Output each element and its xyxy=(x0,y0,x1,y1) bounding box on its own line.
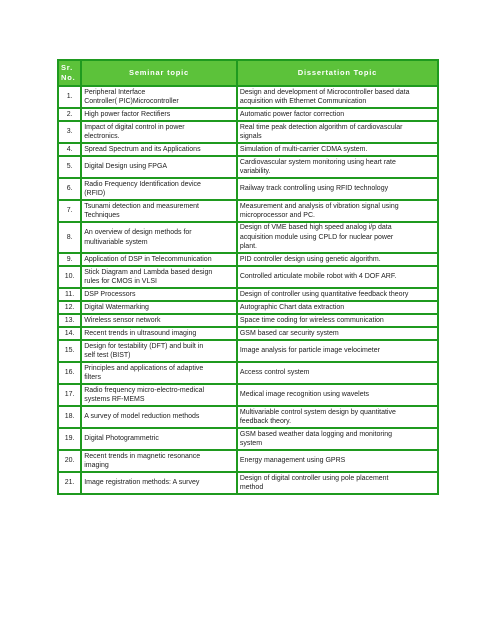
cell-text-line: rules for CMOS in VLSI xyxy=(84,278,157,285)
cell-text-line: Design of VME based high speed analog i/p data xyxy=(239,224,392,232)
cell-text-line: Recent trends in magnetic resonance xyxy=(84,452,201,460)
cell-sr-no: 2. xyxy=(59,109,80,120)
cell-text-line: PID controller design using genetic algorithm. xyxy=(239,255,381,263)
cell-seminar-topic xyxy=(82,144,236,155)
cell-dissertation-topic xyxy=(238,144,437,155)
topics-sheet xyxy=(57,59,439,495)
cell-dissertation-topic xyxy=(238,328,437,339)
cell-sr-no: 13. xyxy=(59,315,80,326)
cell-text-line: systems RF-MEMS xyxy=(84,396,145,403)
cell-text-line: Peripheral Interface xyxy=(84,88,146,96)
table-row xyxy=(59,429,437,449)
table-row xyxy=(59,328,437,339)
cell-sr-no: 5. xyxy=(59,157,80,177)
cell-dissertation-topic xyxy=(238,122,437,142)
cell-sr-no: 15. xyxy=(59,341,80,361)
cell-seminar-topic xyxy=(82,341,236,361)
cell-text-line: self test (BIST) xyxy=(84,352,131,359)
cell-text-line: microprocessor and PC. xyxy=(239,212,315,219)
cell-text-line: Image registration methods: A survey xyxy=(84,479,200,487)
table-row xyxy=(59,267,437,287)
cell-text-line: system xyxy=(239,440,263,447)
cell-text-line: High power factor Rectifiers xyxy=(84,110,171,118)
table-row xyxy=(59,341,437,361)
cell-sr-no: 1. xyxy=(59,87,80,107)
cell-dissertation-topic xyxy=(238,179,437,199)
table-row xyxy=(59,473,437,493)
topics-table xyxy=(57,59,439,495)
cell-text-line: Design of digital controller using pole placement xyxy=(239,474,389,482)
cell-text-line: An overview of design methods for xyxy=(84,229,192,236)
cell-text-line: Controlled articulate mobile robot with 4 DOF ARF. xyxy=(239,273,397,281)
cell-seminar-topic xyxy=(82,254,236,265)
cell-sr-no: 16. xyxy=(59,363,80,383)
cell-dissertation-topic xyxy=(238,289,437,300)
cell-text-line: Railway track controlling using RFID technology xyxy=(239,185,389,193)
cell-sr-no: 10. xyxy=(59,267,80,287)
cell-seminar-topic xyxy=(82,267,236,287)
cell-seminar-topic xyxy=(82,407,236,427)
cell-text-line: Design and development of Microcontroller based data xyxy=(239,88,410,96)
cell-dissertation-topic xyxy=(238,429,437,449)
table-row xyxy=(59,385,437,405)
cell-seminar-topic xyxy=(82,429,236,449)
table-row xyxy=(59,179,437,199)
cell-text-line: Tsunami detection and measurement xyxy=(84,202,200,210)
cell-dissertation-topic xyxy=(238,363,437,383)
cell-dissertation-topic xyxy=(238,385,437,405)
cell-text-line: Design of controller using quantitative feedback theory xyxy=(239,290,409,298)
cell-text-line: Energy management using GPRS xyxy=(239,457,346,465)
table-header xyxy=(59,61,437,85)
cell-sr-no: 4. xyxy=(59,144,80,155)
cell-text-line: Principles and applications of adaptive xyxy=(84,364,204,372)
table-row xyxy=(59,157,437,177)
cell-text-line: GSM based weather data logging and monitoring xyxy=(239,430,393,438)
cell-seminar-topic xyxy=(82,451,236,471)
cell-text-line: Spread Spectrum and its Applications xyxy=(84,145,201,153)
cell-text-line: imaging xyxy=(84,462,109,469)
cell-text-line: multivariable system xyxy=(84,238,148,246)
cell-sr-no: 9. xyxy=(59,254,80,265)
cell-dissertation-topic xyxy=(238,254,437,265)
header-row xyxy=(59,61,437,85)
cell-sr-no: 8. xyxy=(59,223,80,252)
table-body xyxy=(59,87,437,493)
cell-text-line: Automatic power factor correction xyxy=(239,110,345,118)
cell-text-line: GSM based car security system xyxy=(239,329,339,337)
cell-dissertation-topic xyxy=(238,407,437,427)
cell-text-line: acquisition module using CPLD for nuclear power xyxy=(239,233,394,241)
table-row xyxy=(59,289,437,300)
cell-text-line: Techniques xyxy=(84,212,120,219)
cell-dissertation-topic xyxy=(238,302,437,313)
table-row xyxy=(59,223,437,252)
cell-text-line: electronics. xyxy=(84,133,120,140)
cell-seminar-topic xyxy=(82,363,236,383)
cell-dissertation-topic xyxy=(238,109,437,120)
table-row xyxy=(59,451,437,471)
cell-text-line: Radio Frequency Identification device xyxy=(84,180,201,188)
cell-seminar-topic xyxy=(82,122,236,142)
cell-text-line: variability. xyxy=(239,168,271,175)
cell-text-line: Radio frequency micro-electro-medical xyxy=(84,386,205,394)
cell-sr-no: 11. xyxy=(59,289,80,300)
table-row xyxy=(59,302,437,313)
cell-text-line: Image analysis for particle image velocimeter xyxy=(239,347,380,355)
cell-text-line: Recent trends in ultrasound imaging xyxy=(84,329,197,337)
cell-dissertation-topic xyxy=(238,201,437,221)
table-row xyxy=(59,407,437,427)
cell-seminar-topic xyxy=(82,328,236,339)
cell-text-line: Real time peak detection algorithm of cardiovascular xyxy=(239,123,403,131)
cell-text-line: Digital Design using FPGA xyxy=(84,163,168,171)
table-row xyxy=(59,87,437,107)
cell-text-line: signals xyxy=(239,133,262,140)
cell-text-line: Wireless sensor network xyxy=(84,316,161,324)
cell-seminar-topic xyxy=(82,473,236,493)
header-seminar-topic: Seminar topic xyxy=(82,61,236,85)
cell-dissertation-topic xyxy=(238,223,437,252)
cell-text-line: Cardiovascular system monitoring using heart rate xyxy=(239,158,396,166)
cell-sr-no: 6. xyxy=(59,179,80,199)
cell-sr-no: 20. xyxy=(59,451,80,471)
cell-text-line: Autographic Chart data extraction xyxy=(239,303,345,311)
cell-sr-no: 17. xyxy=(59,385,80,405)
cell-seminar-topic xyxy=(82,109,236,120)
cell-seminar-topic xyxy=(82,315,236,326)
cell-text-line: Stick Diagram and Lambda based design xyxy=(84,268,213,276)
cell-seminar-topic xyxy=(82,385,236,405)
cell-dissertation-topic xyxy=(238,341,437,361)
cell-sr-no: 21. xyxy=(59,473,80,493)
cell-text-line: filters xyxy=(84,374,101,381)
cell-text-line: (RFID) xyxy=(84,190,106,197)
cell-text-line: Application of DSP in Telecommunication xyxy=(84,255,212,263)
cell-dissertation-topic xyxy=(238,267,437,287)
table-row xyxy=(59,254,437,265)
cell-text-line: Multivariable control system design by quantitative xyxy=(239,408,396,416)
cell-text-line: DSP Processors xyxy=(84,290,136,298)
cell-dissertation-topic xyxy=(238,315,437,326)
cell-text-line: Digital Photogrammetric xyxy=(84,435,159,443)
table-row xyxy=(59,363,437,383)
cell-text-line: plant. xyxy=(239,243,257,251)
cell-seminar-topic xyxy=(82,87,236,107)
table-row xyxy=(59,315,437,326)
cell-sr-no: 12. xyxy=(59,302,80,313)
cell-text-line: Design for testability (DFT) and built in xyxy=(84,342,204,350)
cell-text-line: acquisition with Ethernet Communication xyxy=(239,98,367,105)
cell-dissertation-topic xyxy=(238,87,437,107)
cell-text-line: method xyxy=(239,484,264,491)
cell-text-line: Simulation of multi-carrier CDMA system. xyxy=(239,145,368,153)
cell-seminar-topic xyxy=(82,179,236,199)
cell-sr-no: 7. xyxy=(59,201,80,221)
table-row xyxy=(59,122,437,142)
cell-sr-no: 19. xyxy=(59,429,80,449)
cell-text-line: Access control system xyxy=(239,369,310,377)
table-row xyxy=(59,109,437,120)
cell-seminar-topic xyxy=(82,223,236,252)
cell-sr-no: 18. xyxy=(59,407,80,427)
cell-text-line: Space time coding for wireless communication xyxy=(239,316,384,324)
table-row xyxy=(59,201,437,221)
cell-text-line: Measurement and analysis of vibration signal using xyxy=(239,202,399,210)
cell-dissertation-topic xyxy=(238,473,437,493)
cell-seminar-topic xyxy=(82,289,236,300)
cell-text-line: Controller( PIC)Microcontroller xyxy=(84,98,179,105)
cell-text-line: Medical image recognition using wavelets xyxy=(239,391,370,399)
cell-text-line: feedback theory. xyxy=(239,418,292,425)
cell-text-line: Impact of digital control in power xyxy=(84,123,185,131)
header-sr-no: Sr. No. xyxy=(59,61,80,85)
cell-sr-no: 14. xyxy=(59,328,80,339)
cell-seminar-topic xyxy=(82,201,236,221)
cell-seminar-topic xyxy=(82,302,236,313)
cell-dissertation-topic xyxy=(238,451,437,471)
cell-dissertation-topic xyxy=(238,157,437,177)
cell-sr-no: 3. xyxy=(59,122,80,142)
cell-seminar-topic xyxy=(82,157,236,177)
cell-text-line: A survey of model reduction methods xyxy=(84,413,200,421)
table-row xyxy=(59,144,437,155)
header-dissertation-topic: Dissertation Topic xyxy=(238,61,437,85)
cell-text-line: Digital Watermarking xyxy=(84,303,149,311)
